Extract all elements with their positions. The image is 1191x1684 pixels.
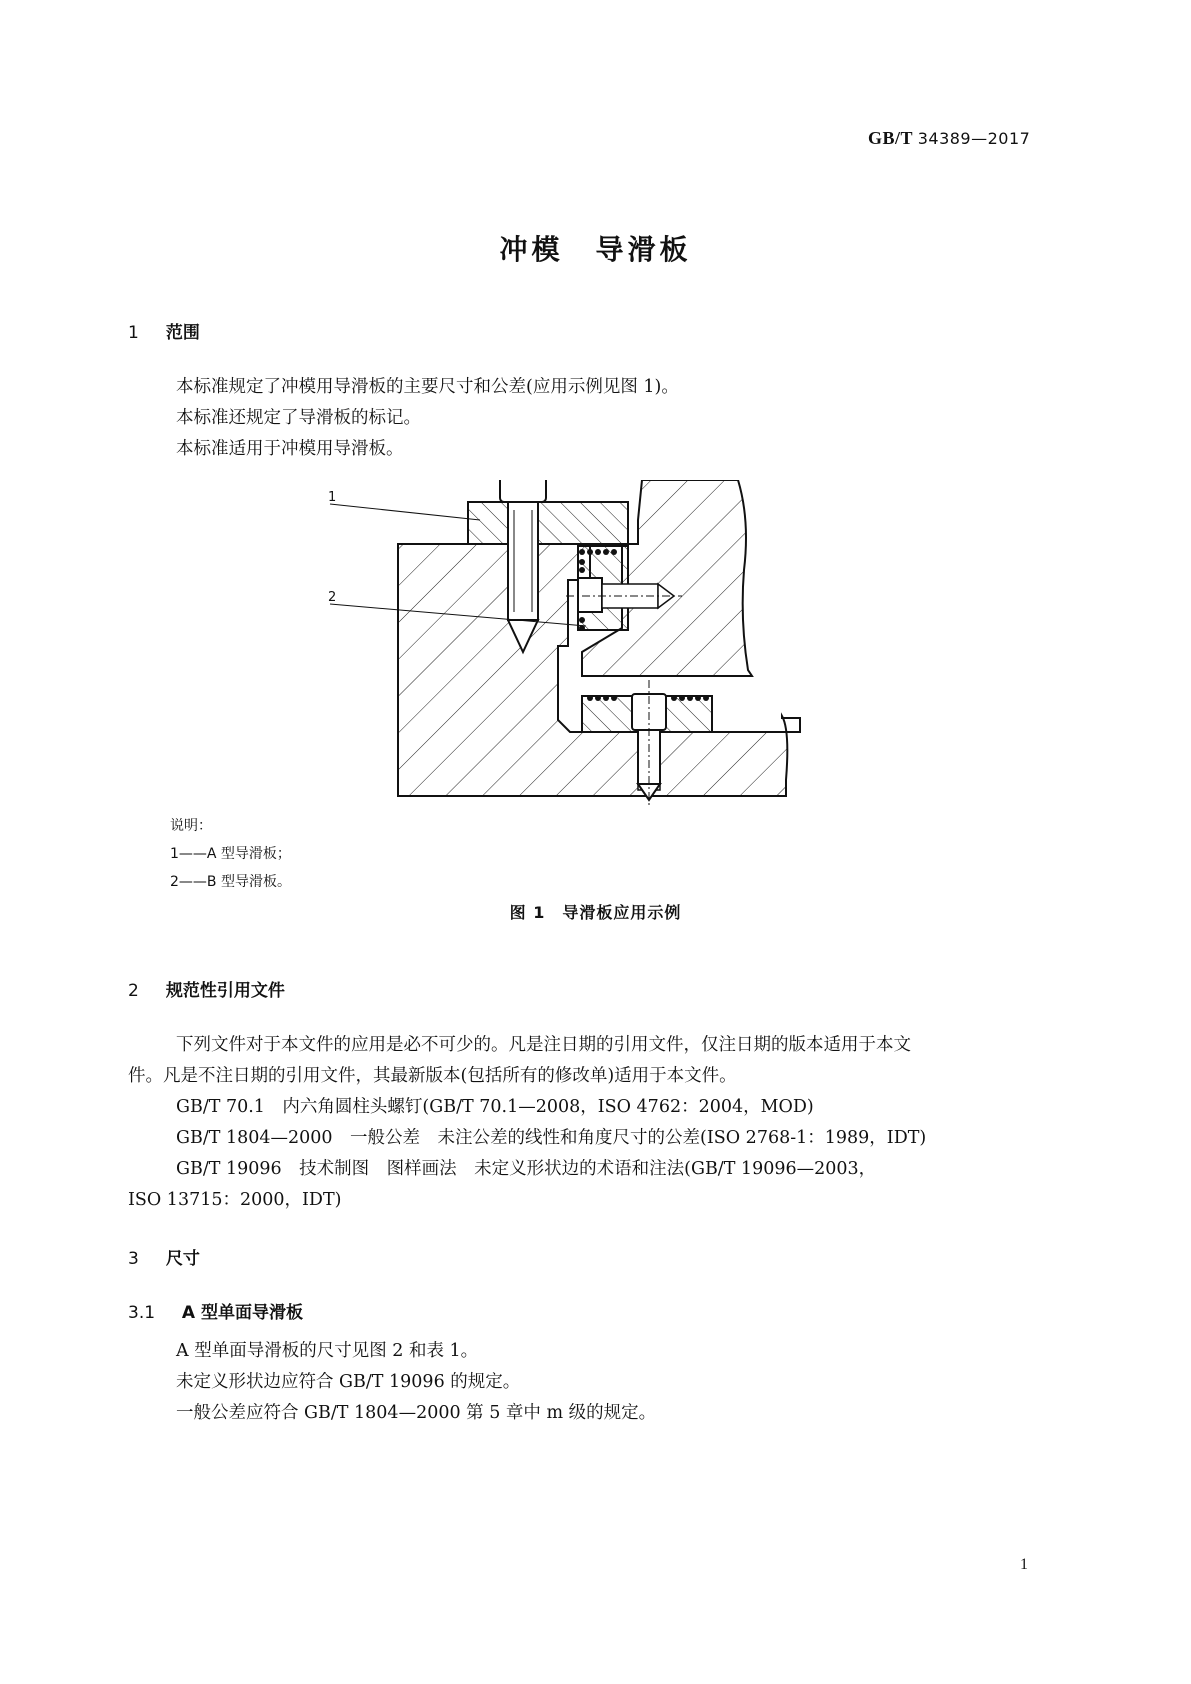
section-2-heading [128, 976, 285, 1001]
a-type-guide-plate [468, 502, 628, 544]
paragraph: 一般公差应符合 GB/T 1804—2000 第 5 章中 m 级的规定。 [176, 1403, 657, 1423]
paragraph: A 型单面导滑板的尺寸见图 2 和表 1。 [176, 1341, 479, 1361]
legend-item: 2——B 型导滑板。 [170, 874, 291, 890]
figure-caption: 图 1 导滑板应用示例 [509, 903, 682, 922]
legend-title: 说明： [170, 818, 212, 834]
document-title: 冲模 导滑板 [499, 233, 692, 266]
subsection-title: A 型单面导滑板 [181, 1303, 303, 1323]
reference-item: GB/T 70.1 内六角圆柱头螺钉(GB/T 70.1—2008，ISO 4762：2004，MOD) [176, 1097, 814, 1117]
paragraph: 本标准还规定了导滑板的标记。 [176, 408, 421, 428]
subsection-3-1-heading [128, 1298, 303, 1323]
legend-item: 1——A 型导滑板； [170, 846, 291, 862]
section-title: 范围 [165, 323, 200, 343]
callout-2: 2 [328, 590, 337, 605]
figure-legend [170, 812, 291, 896]
paragraph: 本标准适用于冲模用导滑板。 [176, 439, 404, 459]
standard-code-prefix: GB/T [868, 128, 913, 148]
subsection-number: 3.1 [128, 1303, 156, 1323]
page-number: 1 [1020, 1556, 1028, 1573]
paragraph: 下列文件对于本文件的应用是必不可少的。凡是注日期的引用文件，仅注日期的版本适用于本文 [176, 1035, 911, 1055]
section-number: 2 [128, 981, 139, 1001]
section-title: 尺寸 [165, 1249, 200, 1269]
section-title: 规范性引用文件 [165, 981, 285, 1001]
paragraph: 未定义形状边应符合 GB/T 19096 的规定。 [176, 1372, 521, 1392]
section-3-heading [128, 1244, 200, 1269]
section-2-body [128, 1030, 1058, 1216]
standard-code [868, 128, 1030, 149]
paragraph: 件。凡是不注日期的引用文件，其最新版本(包括所有的修改单)适用于本文件。 [128, 1066, 737, 1086]
standard-code-number: 34389—2017 [917, 129, 1031, 148]
screw-shank [508, 502, 538, 620]
section-1-body [176, 372, 1106, 465]
section-number: 1 [128, 323, 139, 343]
guide-plate-application-drawing [320, 480, 820, 820]
leader-line-1 [330, 504, 480, 520]
section-3-1-body [176, 1336, 1106, 1429]
section-number: 3 [128, 1249, 139, 1269]
reference-item-continued: ISO 13715：2000，IDT) [128, 1190, 342, 1210]
callout-1: 1 [328, 490, 337, 505]
paragraph: 本标准规定了冲模用导滑板的主要尺寸和公差(应用示例见图 1)。 [176, 377, 679, 397]
section-1-heading [128, 318, 200, 343]
reference-item: GB/T 19096 技术制图 图样画法 未定义形状边的术语和注法(GB/T 19096—2003， [176, 1159, 877, 1179]
reference-item: GB/T 1804—2000 一般公差 未注公差的线性和角度尺寸的公差(ISO 2768-1：1989，IDT) [176, 1128, 927, 1148]
screw-head [500, 480, 546, 502]
